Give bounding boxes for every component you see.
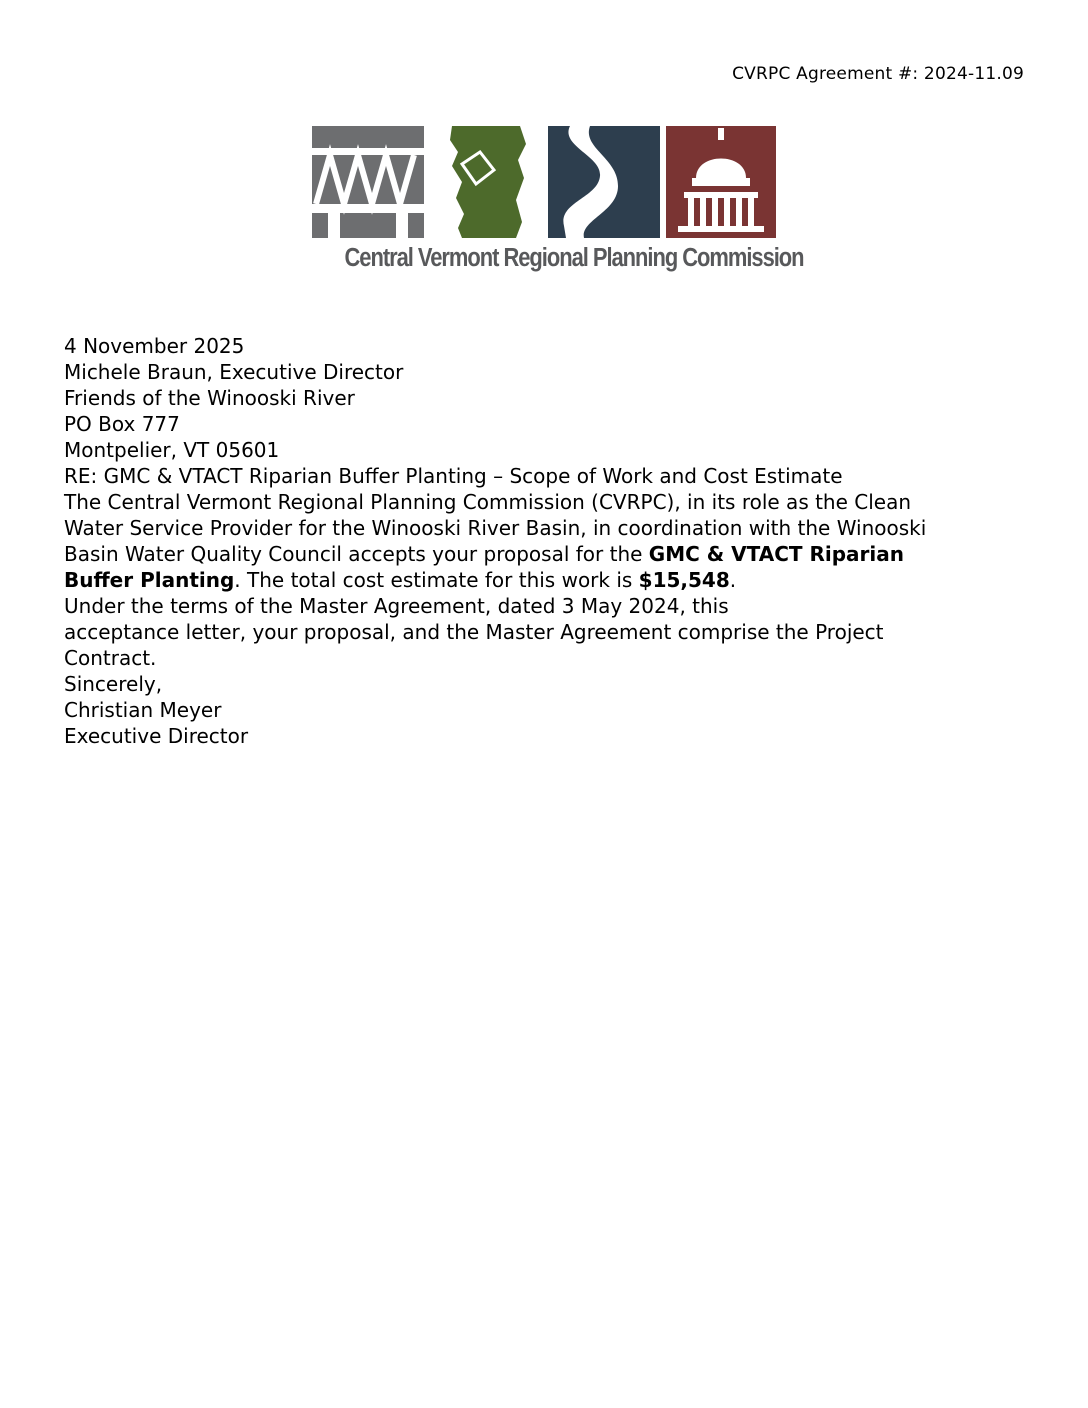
recipient-po-box: PO Box 777 (64, 412, 180, 436)
capitol-panel (666, 126, 776, 238)
signature-block (64, 671, 1024, 749)
project-name-cont: Buffer Planting (64, 568, 235, 592)
logo-org-name: Central Vermont Regional Planning Commission (344, 244, 804, 272)
letter-body (64, 333, 1024, 749)
subject-line: RE: GMC & VTACT Riparian Buffer Planting – Scope of Work and Cost Estimate (64, 464, 843, 488)
river-panel (548, 126, 660, 238)
letter-date: 4 November 2025 (64, 334, 245, 358)
signer-name: Christian Meyer (64, 698, 222, 722)
body-paragraph-1: The Central Vermont Regional Planning Commission (CVRPC), in its role as the Clean Water Service Provider for the Winooski River Basin, in coordination with the Winooski Basin Water Quality Council accepts your proposal for the GMC & VTACT Riparian Buffer Planting. The total cost estimate for this work is $15,548. (64, 490, 927, 592)
vermont-panel (430, 126, 542, 238)
cost-amount: $15,548 (638, 568, 730, 592)
salutation: Sincerely, (64, 672, 163, 696)
recipient-organization: Friends of the Winooski River (64, 386, 355, 410)
recipient-city: Montpelier, VT 05601 (64, 438, 280, 462)
recipient-name: Michele Braun, Executive Director (64, 360, 404, 384)
bridge-panel (312, 126, 424, 238)
project-name: GMC & VTACT Riparian (648, 542, 904, 566)
logo-graphic (312, 126, 776, 238)
body-paragraph-2: Under the terms of the Master Agreement, dated 3 May 2024, this acceptance letter, your proposal, and the Master Agreement comprise the Project Contract. (64, 594, 884, 670)
recipient-address (64, 359, 1024, 463)
signer-title: Executive Director (64, 724, 249, 748)
cvrpc-logo (312, 126, 804, 286)
agreement-number: CVRPC Agreement #: 2024-11.09 (732, 64, 1024, 84)
